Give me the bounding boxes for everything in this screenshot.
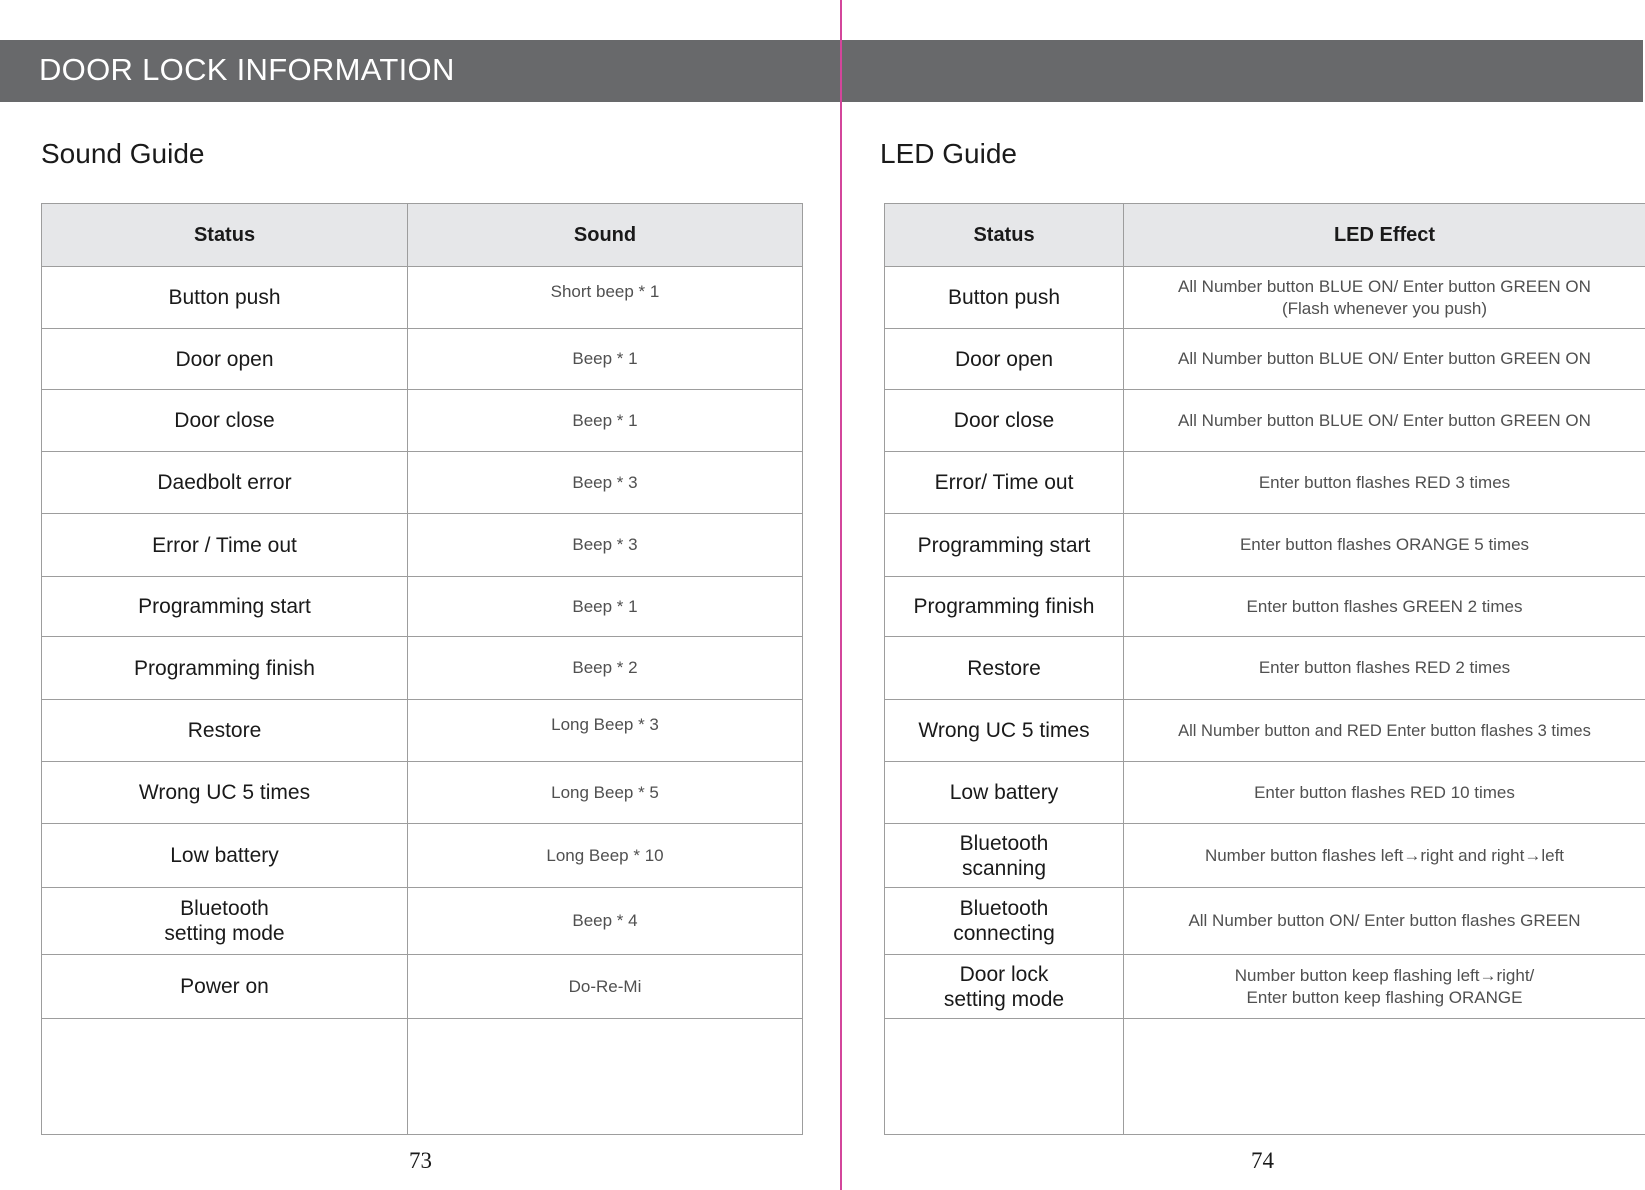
status-cell bbox=[42, 824, 408, 888]
status-label: Bluetooth setting mode bbox=[164, 897, 285, 945]
sound-cell bbox=[408, 824, 803, 888]
status-cell bbox=[42, 888, 408, 955]
led-effect-cell bbox=[1124, 267, 1645, 329]
status-cell bbox=[885, 762, 1124, 824]
sound-label: Beep * 3 bbox=[572, 535, 638, 554]
table-row bbox=[885, 329, 1645, 390]
status-label: Error / Time out bbox=[152, 533, 297, 557]
table-row bbox=[885, 888, 1645, 955]
table-row bbox=[42, 700, 803, 762]
table-row bbox=[42, 577, 803, 637]
status-label: Door open bbox=[175, 347, 274, 371]
sound-guide-table bbox=[41, 203, 803, 1135]
status-cell bbox=[885, 452, 1124, 514]
status-label: Door close bbox=[174, 409, 275, 432]
sound-cell bbox=[408, 700, 803, 762]
led-effect-cell bbox=[1124, 514, 1645, 577]
status-label: Programming start bbox=[917, 533, 1091, 557]
status-cell bbox=[42, 577, 408, 637]
table-row bbox=[885, 267, 1645, 329]
table-row bbox=[42, 888, 803, 955]
status-cell bbox=[885, 267, 1124, 329]
status-cell bbox=[42, 452, 408, 514]
led-effect-label: Enter button flashes RED 2 times bbox=[1258, 658, 1511, 677]
status-label: Wrong UC 5 times bbox=[138, 781, 311, 804]
table-row bbox=[42, 329, 803, 390]
status-label: Button push bbox=[947, 286, 1061, 309]
led-effect-label: All Number button BLUE ON/ Enter button GREEN ON (Flash whenever you push) bbox=[1178, 276, 1591, 318]
sound-label: Beep * 3 bbox=[572, 472, 638, 492]
status-label: Daedbolt error bbox=[157, 471, 292, 494]
led-effect-label: All Number button ON/ Enter button flashes GREEN bbox=[1188, 911, 1581, 930]
led-guide-title: LED Guide bbox=[880, 138, 1017, 169]
column-header-status: Status bbox=[42, 204, 408, 267]
led-effect-cell bbox=[1124, 637, 1645, 700]
sound-label: Beep * 4 bbox=[572, 911, 638, 930]
table-row bbox=[885, 762, 1645, 824]
table-row bbox=[42, 452, 803, 514]
status-label: Low battery bbox=[949, 781, 1059, 804]
status-cell bbox=[42, 329, 408, 390]
table-row bbox=[885, 955, 1645, 1019]
table-row-empty bbox=[42, 1019, 803, 1135]
status-label: Bluetooth scanning bbox=[959, 831, 1049, 880]
led-effect-cell bbox=[1124, 824, 1645, 888]
status-cell bbox=[42, 700, 408, 762]
status-label: Button push bbox=[168, 286, 281, 309]
status-cell bbox=[42, 955, 408, 1019]
table-row bbox=[42, 824, 803, 888]
table-row-empty bbox=[885, 1019, 1645, 1135]
status-label: Restore bbox=[187, 719, 262, 742]
column-header-sound: Sound bbox=[408, 204, 803, 267]
status-cell bbox=[885, 888, 1124, 955]
page-number-right: 74 bbox=[1251, 1148, 1274, 1173]
sound-cell bbox=[408, 637, 803, 700]
led-effect-cell bbox=[1124, 955, 1645, 1019]
sound-label: Beep * 1 bbox=[572, 596, 638, 616]
table-row bbox=[885, 577, 1645, 637]
led-effect-cell bbox=[1124, 329, 1645, 390]
led-effect-cell bbox=[1124, 577, 1645, 637]
led-effect-label: All Number button BLUE ON/ Enter button GREEN ON bbox=[1178, 410, 1591, 430]
led-effect-label: Enter button flashes RED 3 times bbox=[1258, 472, 1511, 492]
status-label: Bluetooth connecting bbox=[953, 897, 1055, 945]
status-label: Door close bbox=[953, 409, 1055, 432]
sound-cell bbox=[408, 452, 803, 514]
led-effect-label: Enter button flashes ORANGE 5 times bbox=[1239, 535, 1530, 554]
status-label: Low battery bbox=[170, 844, 279, 867]
status-cell bbox=[42, 637, 408, 700]
status-label: Programming start bbox=[138, 595, 311, 618]
table-row bbox=[42, 267, 803, 329]
sound-cell bbox=[408, 577, 803, 637]
table-header-row bbox=[42, 204, 803, 267]
sound-label: Long Beep * 10 bbox=[546, 845, 664, 865]
table-row bbox=[885, 452, 1645, 514]
page-number-left: 73 bbox=[409, 1148, 432, 1173]
status-cell bbox=[42, 1019, 408, 1135]
status-cell bbox=[885, 577, 1124, 637]
table-row bbox=[42, 762, 803, 824]
led-effect-cell bbox=[1124, 452, 1645, 514]
sound-cell bbox=[408, 514, 803, 577]
led-effect-label: All Number button and RED Enter button flashes 3 times bbox=[1178, 721, 1591, 740]
led-effect-label: Number button keep flashing left→right/ Enter button keep flashing ORANGE bbox=[1234, 965, 1535, 1007]
status-cell bbox=[885, 700, 1124, 762]
header-title: DOOR LOCK INFORMATION bbox=[39, 52, 455, 87]
led-effect-label: Enter button flashes RED 10 times bbox=[1254, 782, 1515, 802]
led-effect-label: All Number button BLUE ON/ Enter button GREEN ON bbox=[1178, 349, 1591, 368]
led-effect-cell bbox=[1124, 700, 1645, 762]
sound-label: Beep * 1 bbox=[572, 349, 638, 368]
sound-label: Beep * 2 bbox=[572, 658, 638, 677]
table-row bbox=[885, 824, 1645, 888]
led-effect-cell bbox=[1124, 888, 1645, 955]
table-header-row bbox=[885, 204, 1645, 267]
sound-cell bbox=[408, 390, 803, 452]
status-cell bbox=[42, 762, 408, 824]
led-effect-cell bbox=[1124, 1019, 1645, 1135]
column-header-led-effect: LED Effect bbox=[1124, 204, 1645, 267]
sound-label: Do-Re-Mi bbox=[568, 976, 642, 996]
table-row bbox=[42, 955, 803, 1019]
led-effect-label: Number button flashes left→right and right→left bbox=[1204, 845, 1565, 865]
sound-label: Short beep * 1 bbox=[550, 281, 660, 301]
sound-cell bbox=[408, 762, 803, 824]
table-row bbox=[885, 390, 1645, 452]
led-guide-table bbox=[884, 203, 1645, 1135]
sound-cell bbox=[408, 1019, 803, 1135]
sound-cell bbox=[408, 888, 803, 955]
status-cell bbox=[885, 390, 1124, 452]
table-row bbox=[42, 637, 803, 700]
sound-guide-title: Sound Guide bbox=[41, 138, 205, 169]
led-effect-cell bbox=[1124, 390, 1645, 452]
led-effect-cell bbox=[1124, 762, 1645, 824]
status-label: Programming finish bbox=[913, 595, 1095, 618]
table-row bbox=[42, 514, 803, 577]
status-label: Wrong UC 5 times bbox=[918, 719, 1090, 742]
table-row bbox=[885, 700, 1645, 762]
status-label: Door open bbox=[954, 347, 1054, 371]
sound-cell bbox=[408, 955, 803, 1019]
status-label: Programming finish bbox=[134, 656, 315, 680]
status-cell bbox=[42, 514, 408, 577]
status-label: Door lock setting mode bbox=[943, 962, 1065, 1011]
status-cell bbox=[885, 1019, 1124, 1135]
status-cell bbox=[885, 329, 1124, 390]
status-cell bbox=[42, 267, 408, 329]
column-header-status: Status bbox=[885, 204, 1124, 267]
status-cell bbox=[885, 955, 1124, 1019]
sound-label: Long Beep * 3 bbox=[551, 714, 659, 734]
table-row bbox=[42, 390, 803, 452]
status-cell bbox=[885, 637, 1124, 700]
table-row bbox=[885, 514, 1645, 577]
sound-cell bbox=[408, 329, 803, 390]
status-cell bbox=[885, 824, 1124, 888]
page-fold-line bbox=[840, 0, 842, 1190]
status-label: Error/ Time out bbox=[934, 471, 1074, 494]
header-banner bbox=[0, 40, 1643, 102]
table-row bbox=[885, 637, 1645, 700]
sound-label: Long Beep * 5 bbox=[551, 782, 659, 802]
status-label: Power on bbox=[180, 975, 269, 998]
status-cell bbox=[885, 514, 1124, 577]
sound-cell bbox=[408, 267, 803, 329]
status-label: Restore bbox=[967, 656, 1041, 680]
led-effect-label: Enter button flashes GREEN 2 times bbox=[1246, 596, 1523, 616]
sound-label: Beep * 1 bbox=[572, 410, 638, 430]
status-cell bbox=[42, 390, 408, 452]
